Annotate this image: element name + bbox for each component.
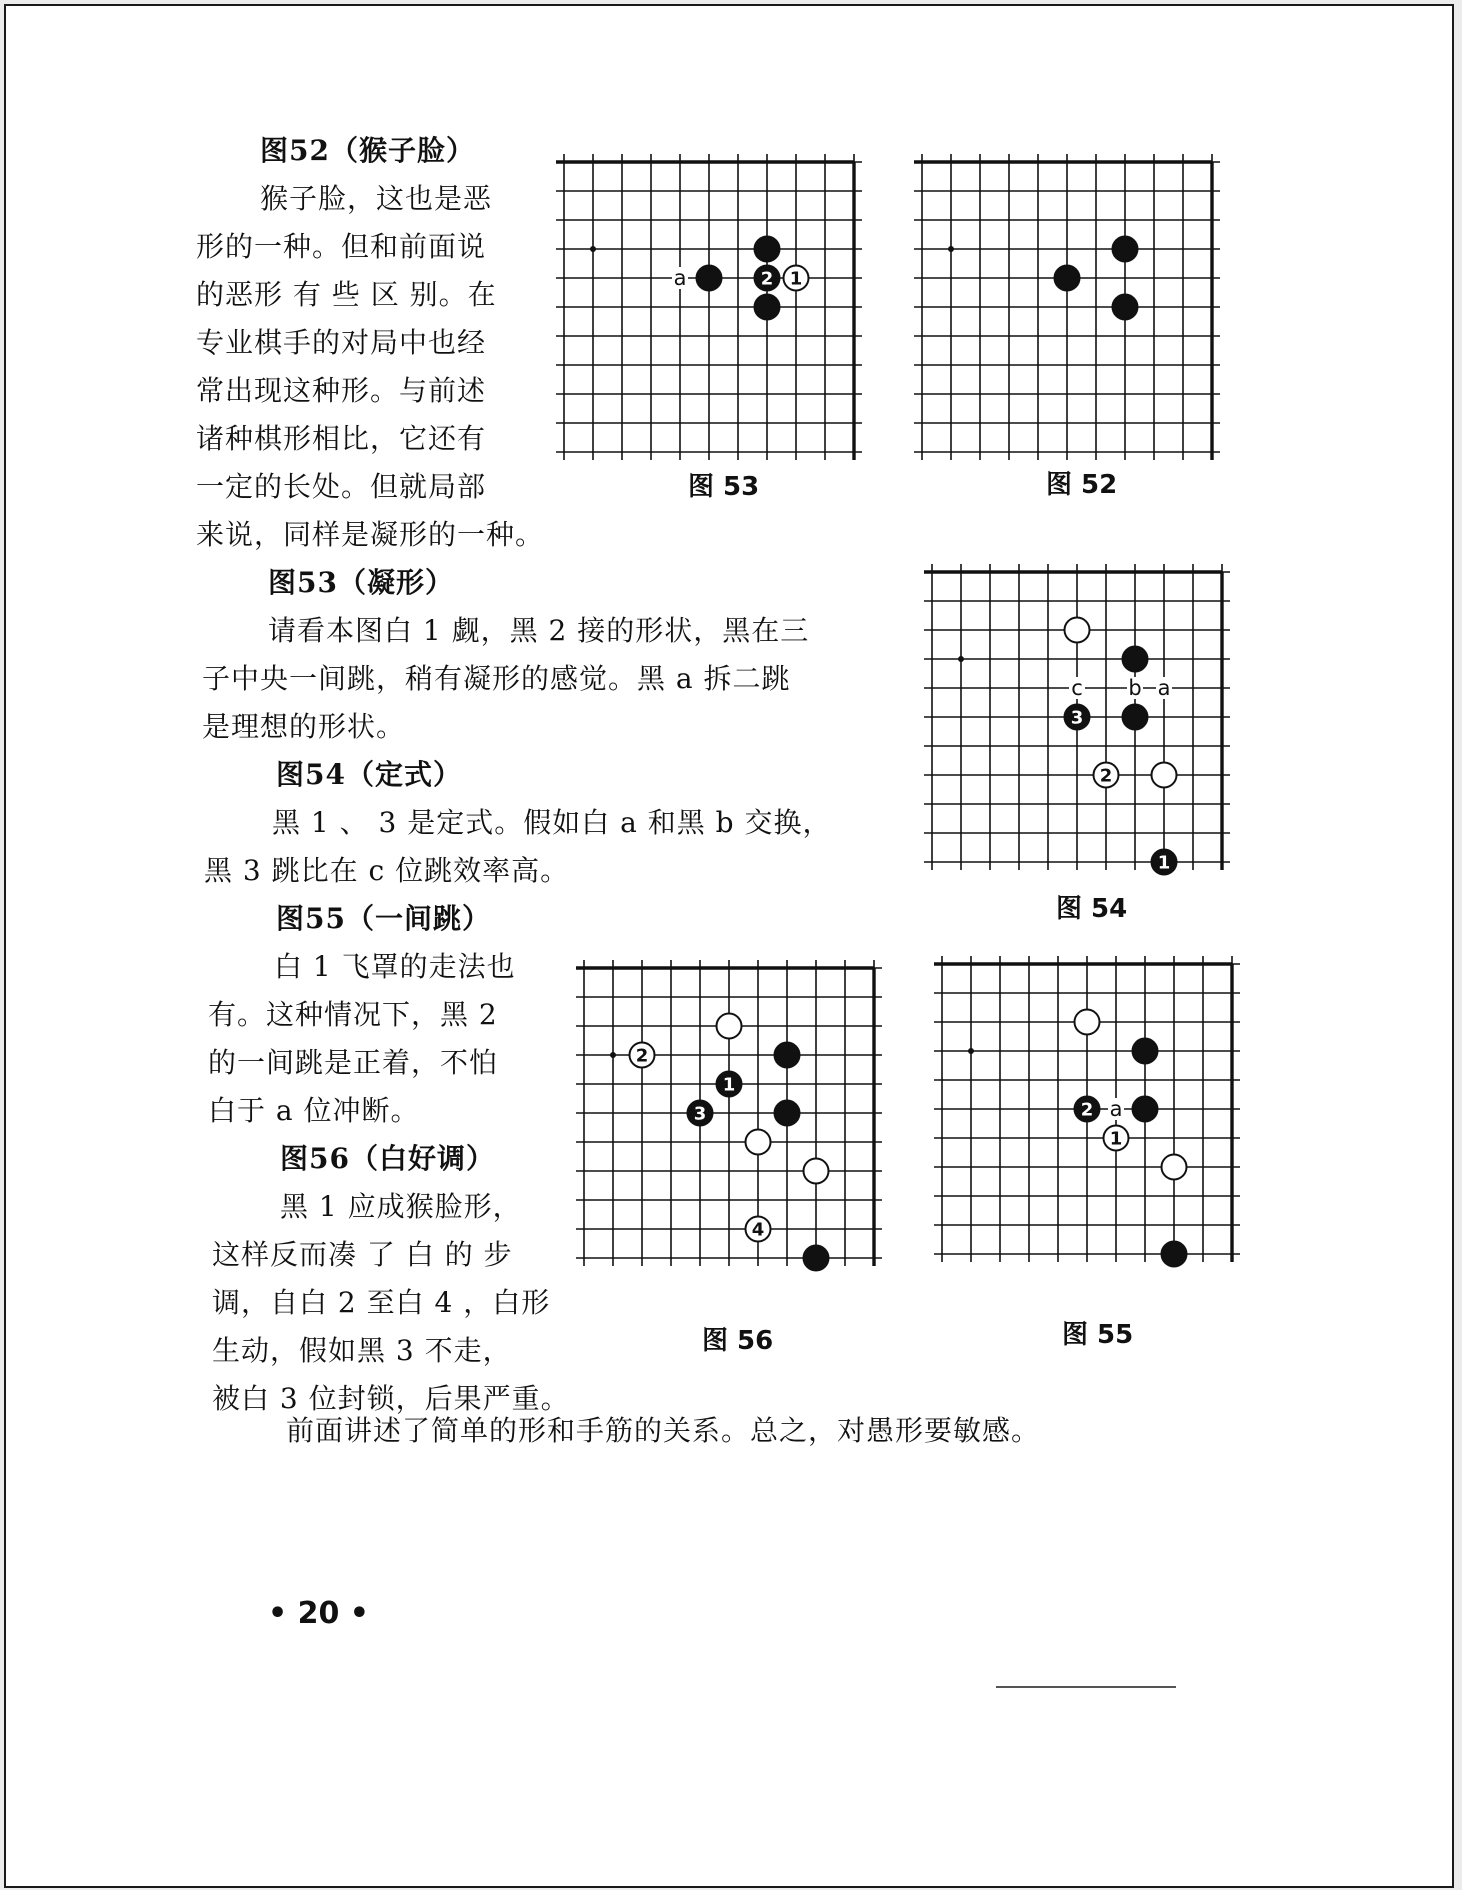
text-line: 生动，假如黑 3 不走， [212, 1334, 512, 1367]
black-stone [1055, 266, 1080, 291]
text-line: 诸种棋形相比，它还有 [196, 422, 487, 455]
letter-mark: a [1157, 676, 1171, 700]
text-line: 被白 3 位封锁，后果严重。 [212, 1382, 570, 1415]
star-point [958, 656, 964, 662]
go-diagram-55 [930, 952, 1266, 1274]
heading-54: 图54（定式） [276, 758, 462, 791]
letter-mark: c [1071, 676, 1083, 700]
text-line: 猴子脸，这也是恶 [260, 182, 493, 215]
board-grid [914, 154, 1220, 460]
black-stone [1123, 647, 1148, 672]
stone-number: 1 [1157, 852, 1171, 874]
black-stone [1123, 705, 1148, 730]
board-grid [576, 960, 882, 1266]
page-number: • 20 • [268, 1596, 369, 1631]
stone-number: 2 [635, 1045, 649, 1067]
stone-number: 1 [1109, 1128, 1123, 1150]
white-stone [1075, 1010, 1100, 1035]
black-stone [1162, 1242, 1187, 1267]
letter-mark: a [673, 266, 687, 290]
white-stone [1162, 1155, 1187, 1180]
text-line: 有。这种情况下，黑 2 [208, 998, 498, 1031]
text-line: 的恶形 有 些 区 别。在 [196, 278, 497, 311]
text-line: 一定的长处。但就局部 [196, 470, 487, 503]
stone-number: 4 [751, 1219, 765, 1241]
heading-52: 图52（猴子脸） [260, 134, 475, 167]
text-line: 黑 3 跳比在 c 位跳效率高。 [204, 854, 570, 887]
caption-54: 图 54 [1056, 894, 1128, 924]
black-stone [697, 266, 722, 291]
caption-55: 图 55 [1062, 1320, 1134, 1350]
text-line: 白于 a 位冲断。 [208, 1094, 420, 1127]
white-stone [746, 1130, 771, 1155]
letter-mark: b [1128, 676, 1142, 700]
text-line: 形的一种。但和前面说 [196, 230, 487, 263]
text-line: 的一间跳是正着，不怕 [208, 1046, 499, 1079]
text-line: 是理想的形状。 [202, 710, 406, 743]
stone-number: 3 [1070, 707, 1084, 729]
bottom-rule [996, 1686, 1176, 1688]
letter-mark: a [1109, 1097, 1123, 1121]
stone-number: 3 [693, 1103, 707, 1125]
star-point [968, 1048, 974, 1054]
black-stone [1113, 295, 1138, 320]
star-point [948, 246, 954, 252]
text-line: 子中央一间跳，稍有凝形的感觉。黑 a 拆二跳 [202, 662, 791, 695]
black-stone [1113, 237, 1138, 262]
star-point [590, 246, 596, 252]
caption-52: 图 52 [1046, 470, 1118, 500]
text-line: 黑 1 、 3 是定式。假如白 a 和黑 b 交换， [272, 806, 832, 839]
star-point [610, 1052, 616, 1058]
text-line: 专业棋手的对局中也经 [196, 326, 487, 359]
black-stone [775, 1043, 800, 1068]
white-stone [1152, 763, 1177, 788]
text-line: 黑 1 应成猴脸形， [280, 1190, 522, 1223]
stone-number: 1 [722, 1074, 736, 1096]
caption-53: 图 53 [688, 472, 760, 502]
caption-56: 图 56 [702, 1326, 774, 1356]
heading-53: 图53（凝形） [268, 566, 454, 599]
board-grid [556, 154, 862, 460]
text-line: 请看本图白 1 觑，黑 2 接的形状，黑在三 [268, 614, 810, 647]
stone-number: 1 [789, 268, 803, 290]
book-page [4, 4, 1454, 1888]
text-line: 来说，同样是凝形的一种。 [196, 518, 545, 551]
white-stone [804, 1159, 829, 1184]
white-stone [717, 1014, 742, 1039]
black-stone [755, 237, 780, 262]
heading-55: 图55（一间跳） [276, 902, 491, 935]
text-line: 这样反而凑 了 白 的 步 [212, 1238, 513, 1271]
black-stone [775, 1101, 800, 1126]
closing-text: 前面讲述了简单的形和手筋的关系。总之，对愚形要敏感。 [286, 1414, 1041, 1447]
white-stone [1065, 618, 1090, 643]
go-diagram-54 [920, 560, 1256, 882]
black-stone [755, 295, 780, 320]
text-line: 调，自白 2 至白 4 ，白形 [212, 1286, 551, 1319]
black-stone [1133, 1039, 1158, 1064]
go-diagram-53 [552, 150, 888, 472]
heading-56: 图56（白好调） [280, 1142, 495, 1175]
stone-number: 2 [1080, 1099, 1094, 1121]
go-diagram-56 [572, 956, 908, 1278]
black-stone [804, 1246, 829, 1271]
black-stone [1133, 1097, 1158, 1122]
text-line: 白 1 飞罩的走法也 [274, 950, 516, 983]
text-line: 常出现这种形。与前述 [196, 374, 487, 407]
stone-number: 2 [1099, 765, 1113, 787]
stone-number: 2 [760, 268, 774, 290]
go-diagram-52 [910, 150, 1246, 472]
